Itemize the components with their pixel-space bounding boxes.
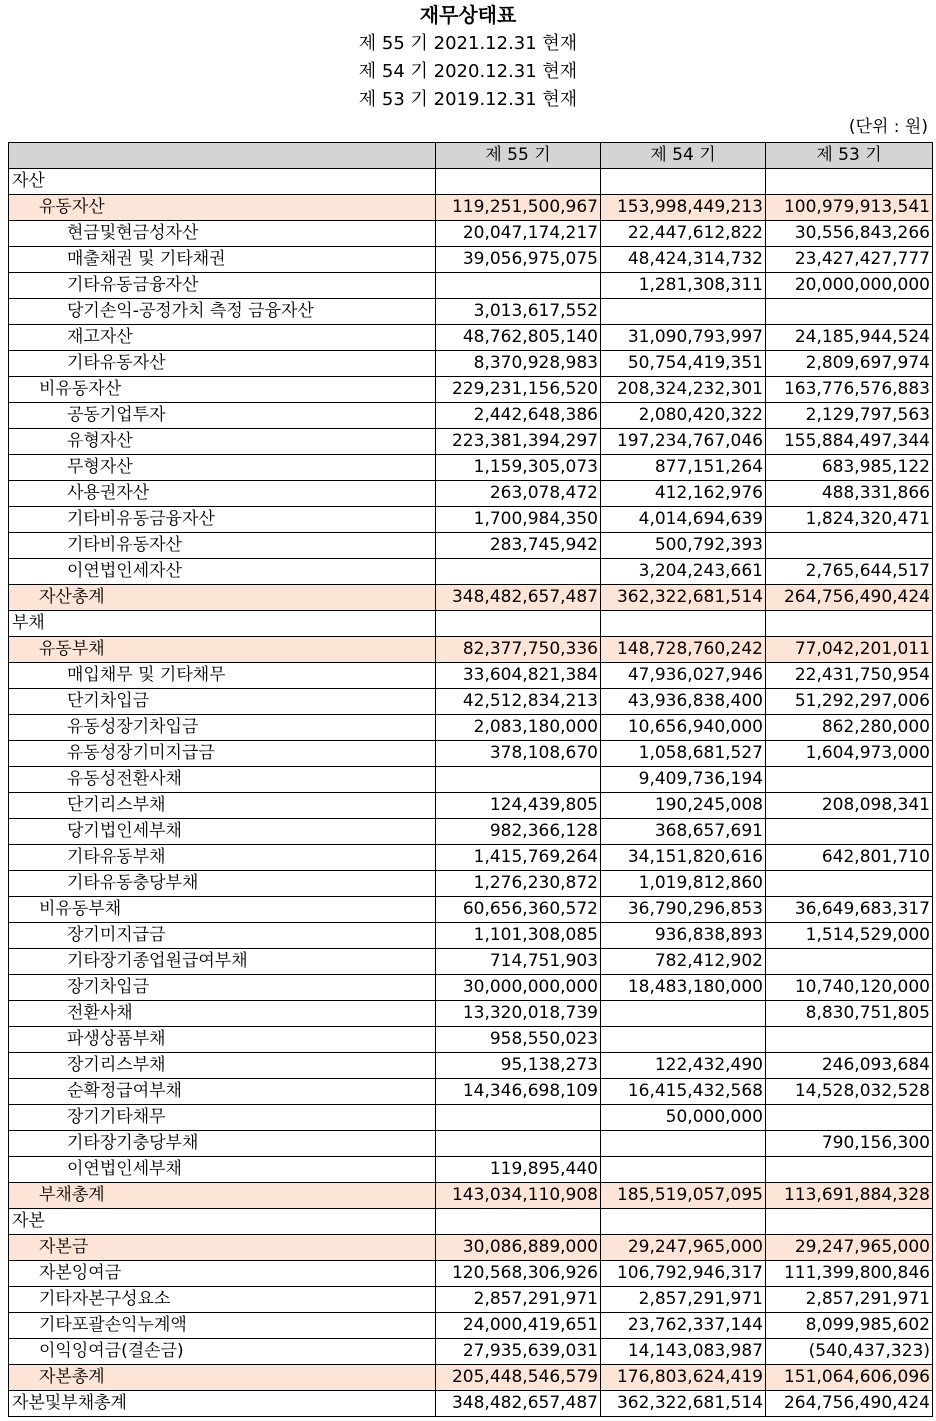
amount-period-55 bbox=[436, 273, 601, 299]
amount-period-53: 2,857,291,971 bbox=[766, 1287, 933, 1313]
account-label: 유동자산 bbox=[9, 195, 436, 221]
account-label: 기타장기종업원급여부채 bbox=[9, 949, 436, 975]
amount-period-54: 197,234,767,046 bbox=[601, 429, 766, 455]
amount-period-55: 42,512,834,213 bbox=[436, 689, 601, 715]
period-line-53: 제 53 기 2019.12.31 현재 bbox=[358, 89, 578, 110]
amount-period-55: 82,377,750,336 bbox=[436, 637, 601, 663]
amount-period-54: 29,247,965,000 bbox=[601, 1235, 766, 1261]
account-label: 단기리스부채 bbox=[9, 793, 436, 819]
amount-period-53: 683,985,122 bbox=[766, 455, 933, 481]
table-body bbox=[9, 169, 933, 1417]
account-label: 장기기타채무 bbox=[9, 1105, 436, 1131]
amount-period-55: 8,370,928,983 bbox=[436, 351, 601, 377]
table-row bbox=[9, 221, 933, 247]
unit-label: (단위 : 원) bbox=[848, 117, 928, 137]
account-label: 비유동부채 bbox=[9, 897, 436, 923]
table-row bbox=[9, 1235, 933, 1261]
amount-period-55 bbox=[436, 1105, 601, 1131]
amount-period-53: (540,437,323) bbox=[766, 1339, 933, 1365]
table-row bbox=[9, 871, 933, 897]
amount-period-53: 8,099,985,602 bbox=[766, 1313, 933, 1339]
account-label: 자본 bbox=[9, 1209, 436, 1235]
account-label: 단기차입금 bbox=[9, 689, 436, 715]
account-label: 부채 bbox=[9, 611, 436, 637]
table-row bbox=[9, 559, 933, 585]
table-row bbox=[9, 533, 933, 559]
amount-period-55: 223,381,394,297 bbox=[436, 429, 601, 455]
account-label: 자산 bbox=[9, 169, 436, 195]
amount-period-54 bbox=[601, 169, 766, 195]
amount-period-53: 155,884,497,344 bbox=[766, 429, 933, 455]
amount-period-54: 2,080,420,322 bbox=[601, 403, 766, 429]
amount-period-55: 30,000,000,000 bbox=[436, 975, 601, 1001]
amount-period-53 bbox=[766, 1209, 933, 1235]
amount-period-55: 283,745,942 bbox=[436, 533, 601, 559]
period-line-55: 제 55 기 2021.12.31 현재 bbox=[358, 33, 578, 54]
amount-period-55: 2,857,291,971 bbox=[436, 1287, 601, 1313]
account-label: 파생상품부채 bbox=[9, 1027, 436, 1053]
amount-period-53 bbox=[766, 169, 933, 195]
account-label: 당기손익-공정가치 측정 금융자산 bbox=[9, 299, 436, 325]
amount-period-54: 208,324,232,301 bbox=[601, 377, 766, 403]
account-label: 매출채권 및 기타채권 bbox=[9, 247, 436, 273]
amount-period-54: 43,936,838,400 bbox=[601, 689, 766, 715]
account-label: 이연법인세자산 bbox=[9, 559, 436, 585]
amount-period-54: 1,281,308,311 bbox=[601, 273, 766, 299]
table-row bbox=[9, 1365, 933, 1391]
amount-period-53 bbox=[766, 871, 933, 897]
balance-sheet-table bbox=[8, 142, 933, 1417]
table-row bbox=[9, 273, 933, 299]
amount-period-54: 500,792,393 bbox=[601, 533, 766, 559]
amount-period-54 bbox=[601, 1157, 766, 1183]
amount-period-53: 2,765,644,517 bbox=[766, 559, 933, 585]
amount-period-54: 877,151,264 bbox=[601, 455, 766, 481]
amount-period-53: 488,331,866 bbox=[766, 481, 933, 507]
amount-period-54: 4,014,694,639 bbox=[601, 507, 766, 533]
account-label: 기타유동충당부채 bbox=[9, 871, 436, 897]
table-row bbox=[9, 1183, 933, 1209]
table-row bbox=[9, 1157, 933, 1183]
account-label: 자산총계 bbox=[9, 585, 436, 611]
amount-period-54: 368,657,691 bbox=[601, 819, 766, 845]
amount-period-53 bbox=[766, 819, 933, 845]
table-row bbox=[9, 455, 933, 481]
account-label: 당기법인세부채 bbox=[9, 819, 436, 845]
amount-period-53: 10,740,120,000 bbox=[766, 975, 933, 1001]
amount-period-53: 113,691,884,328 bbox=[766, 1183, 933, 1209]
account-label: 자본총계 bbox=[9, 1365, 436, 1391]
amount-period-53: 790,156,300 bbox=[766, 1131, 933, 1157]
amount-period-55: 30,086,889,000 bbox=[436, 1235, 601, 1261]
amount-period-54 bbox=[601, 1209, 766, 1235]
table-row bbox=[9, 507, 933, 533]
account-label: 기타비유동금융자산 bbox=[9, 507, 436, 533]
amount-period-55 bbox=[436, 1209, 601, 1235]
amount-period-54: 23,762,337,144 bbox=[601, 1313, 766, 1339]
amount-period-55: 119,895,440 bbox=[436, 1157, 601, 1183]
table-row bbox=[9, 429, 933, 455]
account-label: 자본및부채총계 bbox=[9, 1391, 436, 1417]
table-row bbox=[9, 975, 933, 1001]
amount-period-55: 229,231,156,520 bbox=[436, 377, 601, 403]
account-label: 유동성장기미지급금 bbox=[9, 741, 436, 767]
amount-period-54: 31,090,793,997 bbox=[601, 325, 766, 351]
amount-period-54: 14,143,083,987 bbox=[601, 1339, 766, 1365]
amount-period-54: 190,245,008 bbox=[601, 793, 766, 819]
amount-period-55: 714,751,903 bbox=[436, 949, 601, 975]
amount-period-53: 642,801,710 bbox=[766, 845, 933, 871]
table-row bbox=[9, 247, 933, 273]
table-row bbox=[9, 663, 933, 689]
amount-period-53: 163,776,576,883 bbox=[766, 377, 933, 403]
amount-period-53 bbox=[766, 299, 933, 325]
amount-period-53: 20,000,000,000 bbox=[766, 273, 933, 299]
account-label: 무형자산 bbox=[9, 455, 436, 481]
report-title: 재무상태표 bbox=[419, 3, 517, 27]
amount-period-55: 263,078,472 bbox=[436, 481, 601, 507]
table-row bbox=[9, 767, 933, 793]
amount-period-53: 246,093,684 bbox=[766, 1053, 933, 1079]
amount-period-55: 3,013,617,552 bbox=[436, 299, 601, 325]
amount-period-55 bbox=[436, 1131, 601, 1157]
amount-period-53 bbox=[766, 533, 933, 559]
amount-period-54: 22,447,612,822 bbox=[601, 221, 766, 247]
account-label: 현금및현금성자산 bbox=[9, 221, 436, 247]
table-row bbox=[9, 741, 933, 767]
amount-period-53: 1,604,973,000 bbox=[766, 741, 933, 767]
account-label: 부채총계 bbox=[9, 1183, 436, 1209]
amount-period-53: 22,431,750,954 bbox=[766, 663, 933, 689]
amount-period-54: 18,483,180,000 bbox=[601, 975, 766, 1001]
amount-period-55: 1,101,308,085 bbox=[436, 923, 601, 949]
amount-period-55: 60,656,360,572 bbox=[436, 897, 601, 923]
account-label: 재고자산 bbox=[9, 325, 436, 351]
report-header bbox=[0, 0, 936, 142]
amount-period-55: 119,251,500,967 bbox=[436, 195, 601, 221]
amount-period-55: 982,366,128 bbox=[436, 819, 601, 845]
amount-period-54: 412,162,976 bbox=[601, 481, 766, 507]
account-label: 순확정급여부채 bbox=[9, 1079, 436, 1105]
amount-period-55: 39,056,975,075 bbox=[436, 247, 601, 273]
table-row bbox=[9, 1287, 933, 1313]
amount-period-53: 14,528,032,528 bbox=[766, 1079, 933, 1105]
amount-period-54: 782,412,902 bbox=[601, 949, 766, 975]
amount-period-55: 124,439,805 bbox=[436, 793, 601, 819]
amount-period-53: 24,185,944,524 bbox=[766, 325, 933, 351]
table-row bbox=[9, 1261, 933, 1287]
amount-period-53 bbox=[766, 949, 933, 975]
account-label: 기타유동금융자산 bbox=[9, 273, 436, 299]
table-row bbox=[9, 1131, 933, 1157]
table-row bbox=[9, 689, 933, 715]
amount-period-53: 2,809,697,974 bbox=[766, 351, 933, 377]
table-row bbox=[9, 1313, 933, 1339]
amount-period-55: 348,482,657,487 bbox=[436, 585, 601, 611]
amount-period-55: 27,935,639,031 bbox=[436, 1339, 601, 1365]
amount-period-53: 862,280,000 bbox=[766, 715, 933, 741]
amount-period-54: 3,204,243,661 bbox=[601, 559, 766, 585]
amount-period-53: 111,399,800,846 bbox=[766, 1261, 933, 1287]
amount-period-55: 958,550,023 bbox=[436, 1027, 601, 1053]
amount-period-53: 30,556,843,266 bbox=[766, 221, 933, 247]
amount-period-55: 33,604,821,384 bbox=[436, 663, 601, 689]
table-row bbox=[9, 351, 933, 377]
amount-period-53: 151,064,606,096 bbox=[766, 1365, 933, 1391]
amount-period-54: 50,754,419,351 bbox=[601, 351, 766, 377]
amount-period-54: 10,656,940,000 bbox=[601, 715, 766, 741]
table-row bbox=[9, 403, 933, 429]
table-row bbox=[9, 715, 933, 741]
amount-period-53 bbox=[766, 1105, 933, 1131]
amount-period-53: 8,830,751,805 bbox=[766, 1001, 933, 1027]
amount-period-55 bbox=[436, 767, 601, 793]
amount-period-53 bbox=[766, 767, 933, 793]
amount-period-55: 1,159,305,073 bbox=[436, 455, 601, 481]
amount-period-54 bbox=[601, 1001, 766, 1027]
amount-period-55: 1,700,984,350 bbox=[436, 507, 601, 533]
amount-period-54 bbox=[601, 1027, 766, 1053]
amount-period-54 bbox=[601, 1131, 766, 1157]
amount-period-54: 36,790,296,853 bbox=[601, 897, 766, 923]
table-row bbox=[9, 949, 933, 975]
amount-period-53 bbox=[766, 611, 933, 637]
amount-period-53: 264,756,490,424 bbox=[766, 585, 933, 611]
amount-period-54: 362,322,681,514 bbox=[601, 1391, 766, 1417]
account-label: 유동부채 bbox=[9, 637, 436, 663]
amount-period-53 bbox=[766, 1027, 933, 1053]
account-label: 기타포괄손익누계액 bbox=[9, 1313, 436, 1339]
amount-period-55: 24,000,419,651 bbox=[436, 1313, 601, 1339]
table-row bbox=[9, 1105, 933, 1131]
table-row bbox=[9, 611, 933, 637]
header-period-53: 제 53 기 bbox=[766, 143, 933, 169]
amount-period-53: 2,129,797,563 bbox=[766, 403, 933, 429]
amount-period-55: 95,138,273 bbox=[436, 1053, 601, 1079]
amount-period-54: 48,424,314,732 bbox=[601, 247, 766, 273]
amount-period-54: 153,998,449,213 bbox=[601, 195, 766, 221]
amount-period-55: 1,415,769,264 bbox=[436, 845, 601, 871]
table-row bbox=[9, 1209, 933, 1235]
table-row bbox=[9, 1339, 933, 1365]
table-row bbox=[9, 1391, 933, 1417]
amount-period-55 bbox=[436, 611, 601, 637]
amount-period-53: 1,824,320,471 bbox=[766, 507, 933, 533]
amount-period-53: 23,427,427,777 bbox=[766, 247, 933, 273]
amount-period-55: 205,448,546,579 bbox=[436, 1365, 601, 1391]
header-period-54: 제 54 기 bbox=[601, 143, 766, 169]
table-row bbox=[9, 1053, 933, 1079]
account-label: 유형자산 bbox=[9, 429, 436, 455]
account-label: 기타비유동자산 bbox=[9, 533, 436, 559]
amount-period-53: 208,098,341 bbox=[766, 793, 933, 819]
amount-period-55: 13,320,018,739 bbox=[436, 1001, 601, 1027]
amount-period-53: 36,649,683,317 bbox=[766, 897, 933, 923]
account-label: 공동기업투자 bbox=[9, 403, 436, 429]
table-row bbox=[9, 819, 933, 845]
account-label: 매입채무 및 기타채무 bbox=[9, 663, 436, 689]
amount-period-54: 47,936,027,946 bbox=[601, 663, 766, 689]
account-label: 전환사채 bbox=[9, 1001, 436, 1027]
amount-period-53: 29,247,965,000 bbox=[766, 1235, 933, 1261]
account-label: 이연법인세부채 bbox=[9, 1157, 436, 1183]
period-line-54: 제 54 기 2020.12.31 현재 bbox=[358, 61, 578, 82]
amount-period-54: 362,322,681,514 bbox=[601, 585, 766, 611]
header-account bbox=[9, 143, 436, 169]
table-row bbox=[9, 195, 933, 221]
amount-period-54: 1,058,681,527 bbox=[601, 741, 766, 767]
amount-period-53: 100,979,913,541 bbox=[766, 195, 933, 221]
amount-period-55: 143,034,110,908 bbox=[436, 1183, 601, 1209]
amount-period-54: 185,519,057,095 bbox=[601, 1183, 766, 1209]
amount-period-55: 14,346,698,109 bbox=[436, 1079, 601, 1105]
table-row bbox=[9, 1027, 933, 1053]
amount-period-55: 20,047,174,217 bbox=[436, 221, 601, 247]
table-row bbox=[9, 299, 933, 325]
amount-period-55: 2,083,180,000 bbox=[436, 715, 601, 741]
account-label: 유동성전환사채 bbox=[9, 767, 436, 793]
amount-period-54: 50,000,000 bbox=[601, 1105, 766, 1131]
amount-period-54: 148,728,760,242 bbox=[601, 637, 766, 663]
amount-period-55: 120,568,306,926 bbox=[436, 1261, 601, 1287]
amount-period-53: 1,514,529,000 bbox=[766, 923, 933, 949]
amount-period-54: 122,432,490 bbox=[601, 1053, 766, 1079]
table-row bbox=[9, 1079, 933, 1105]
amount-period-55: 378,108,670 bbox=[436, 741, 601, 767]
amount-period-54: 936,838,893 bbox=[601, 923, 766, 949]
amount-period-54: 9,409,736,194 bbox=[601, 767, 766, 793]
account-label: 이익잉여금(결손금) bbox=[9, 1339, 436, 1365]
amount-period-54 bbox=[601, 611, 766, 637]
table-row bbox=[9, 481, 933, 507]
table-row bbox=[9, 169, 933, 195]
account-label: 사용권자산 bbox=[9, 481, 436, 507]
table-row bbox=[9, 793, 933, 819]
amount-period-53: 51,292,297,006 bbox=[766, 689, 933, 715]
table-header-row bbox=[9, 143, 933, 169]
table-row bbox=[9, 325, 933, 351]
amount-period-55: 48,762,805,140 bbox=[436, 325, 601, 351]
table-row bbox=[9, 1001, 933, 1027]
amount-period-54: 34,151,820,616 bbox=[601, 845, 766, 871]
amount-period-53 bbox=[766, 1157, 933, 1183]
account-label: 장기차입금 bbox=[9, 975, 436, 1001]
account-label: 비유동자산 bbox=[9, 377, 436, 403]
account-label: 장기리스부채 bbox=[9, 1053, 436, 1079]
amount-period-55: 1,276,230,872 bbox=[436, 871, 601, 897]
table-row bbox=[9, 585, 933, 611]
amount-period-55 bbox=[436, 169, 601, 195]
account-label: 자본금 bbox=[9, 1235, 436, 1261]
amount-period-53: 77,042,201,011 bbox=[766, 637, 933, 663]
header-period-55: 제 55 기 bbox=[436, 143, 601, 169]
amount-period-53: 264,756,490,424 bbox=[766, 1391, 933, 1417]
table-row bbox=[9, 897, 933, 923]
amount-period-54: 176,803,624,419 bbox=[601, 1365, 766, 1391]
amount-period-55: 348,482,657,487 bbox=[436, 1391, 601, 1417]
amount-period-54: 16,415,432,568 bbox=[601, 1079, 766, 1105]
amount-period-55 bbox=[436, 559, 601, 585]
account-label: 기타자본구성요소 bbox=[9, 1287, 436, 1313]
account-label: 기타유동자산 bbox=[9, 351, 436, 377]
account-label: 유동성장기차입금 bbox=[9, 715, 436, 741]
amount-period-54: 106,792,946,317 bbox=[601, 1261, 766, 1287]
account-label: 기타장기충당부채 bbox=[9, 1131, 436, 1157]
account-label: 자본잉여금 bbox=[9, 1261, 436, 1287]
account-label: 기타유동부채 bbox=[9, 845, 436, 871]
table-row bbox=[9, 377, 933, 403]
amount-period-54 bbox=[601, 299, 766, 325]
table-row bbox=[9, 845, 933, 871]
account-label: 장기미지급금 bbox=[9, 923, 436, 949]
amount-period-54: 2,857,291,971 bbox=[601, 1287, 766, 1313]
amount-period-55: 2,442,648,386 bbox=[436, 403, 601, 429]
amount-period-54: 1,019,812,860 bbox=[601, 871, 766, 897]
table-row bbox=[9, 637, 933, 663]
table-row bbox=[9, 923, 933, 949]
